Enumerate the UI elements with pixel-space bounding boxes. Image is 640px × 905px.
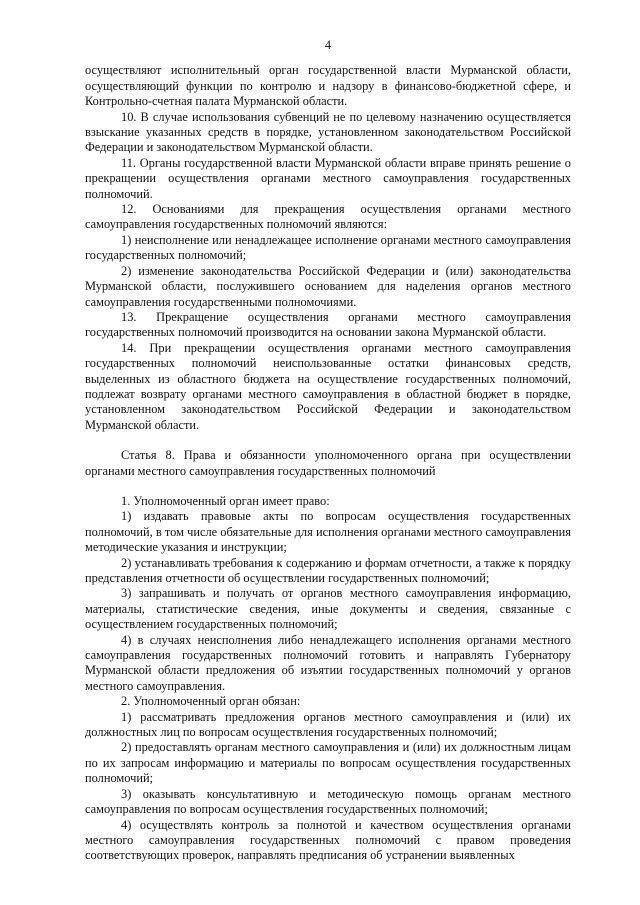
paragraph: 10. В случае использования субвенций не по целевому назначению осуществляется взыскание указанных средств в порядке, установленном законодательством Российской Федерации и законодательством Мурманской области.	[85, 109, 571, 155]
paragraph: 2) изменение законодательства Российской Федерации и (или) законодательства Мурманской области, послужившего основанием для наделения органов местного самоуправления государственными полномочиями.	[85, 263, 571, 309]
document-page	[85, 38, 571, 864]
paragraph: 2. Уполномоченный орган обязан:	[121, 694, 301, 709]
paragraph: 13. Прекращение осуществления органами местного самоуправления государственных полномочий производится на основании закона Мурманской области.	[85, 309, 571, 340]
paragraph: 1) рассматривать предложения органов местного самоуправления и (или) их должностных лиц по вопросам осуществления государственных полномочий;	[85, 709, 571, 740]
paragraph: 4) осуществлять контроль за полнотой и качеством осуществления органами местного самоуправления государственных полномочий с правом проведения соответствующих проверок, направлять предписания об устранении выявленных	[85, 817, 571, 863]
paragraph: 2) предоставлять органам местного самоуправления и (или) их должностным лицам по их запросам информацию и материалы по вопросам осуществления государственных полномочий;	[85, 740, 571, 786]
paragraph: 3) оказывать консультативную и методическую помощь органам местного самоуправления по вопросам осуществления государственных полномочий;	[85, 786, 571, 817]
section-bottom	[85, 494, 571, 864]
paragraph: 3) запрашивать и получать от органов местного самоуправления информацию, материалы, статистические сведения, иные документы и сведения, связанные с осуществлением государственных полномочий;	[85, 586, 571, 632]
paragraph: 11. Органы государственной власти Мурманской области вправе принять решение о прекращении осуществления органами местного самоуправления государственных полномочий.	[85, 155, 571, 201]
paragraph: 1) неисполнение или ненадлежащее исполнение органами местного самоуправления государственных полномочий;	[85, 232, 571, 263]
paragraph: 2) устанавливать требования к содержанию и формам отчетности, а также к порядку представления отчетности об осуществлении государственных полномочий;	[85, 555, 571, 585]
paragraph: 14. При прекращении осуществления органами местного самоуправления государственных полномочий неиспользованные остатки финансовых средств, выделенных из областного бюджета на осуществление государственных полномочий, подлежат возврату органами местного самоуправления в областной бюджет в порядке, установленном законодательством Российской Федерации и законодательством Мурманской области.	[85, 340, 571, 432]
page-number: 4	[324, 38, 332, 52]
paragraph: осуществляют исполнительный орган государственной власти Мурманской области, осуществляющий функции по контролю и надзору в финансово-бюджетной сфере, и Контрольно-счетная палата Мурманской области.	[85, 63, 571, 109]
paragraph: 1) издавать правовые акты по вопросам осуществления государственных полномочий, в том числе обязательные для исполнения органами местного самоуправления методические указания и инструкции;	[85, 509, 571, 555]
paragraph: 1. Уполномоченный орган имеет право:	[121, 493, 330, 508]
paragraph: 4) в случаях неисполнения либо ненадлежащего исполнения органами местного самоуправления государственных полномочий готовить и направлять Губернатору Мурманской области предложения об изъятии государственных полномочий у органов местного самоуправления.	[85, 632, 571, 693]
article-heading: Статья 8. Права и обязанности уполномоченного органа при осуществлении органами местного самоуправления государственных полномочий	[85, 448, 571, 478]
spacer	[85, 479, 571, 494]
section-top	[85, 63, 571, 433]
spacer	[85, 433, 571, 448]
paragraph: 12. Основаниями для прекращения осуществления органами местного самоуправления государственных полномочий являются:	[85, 202, 571, 232]
